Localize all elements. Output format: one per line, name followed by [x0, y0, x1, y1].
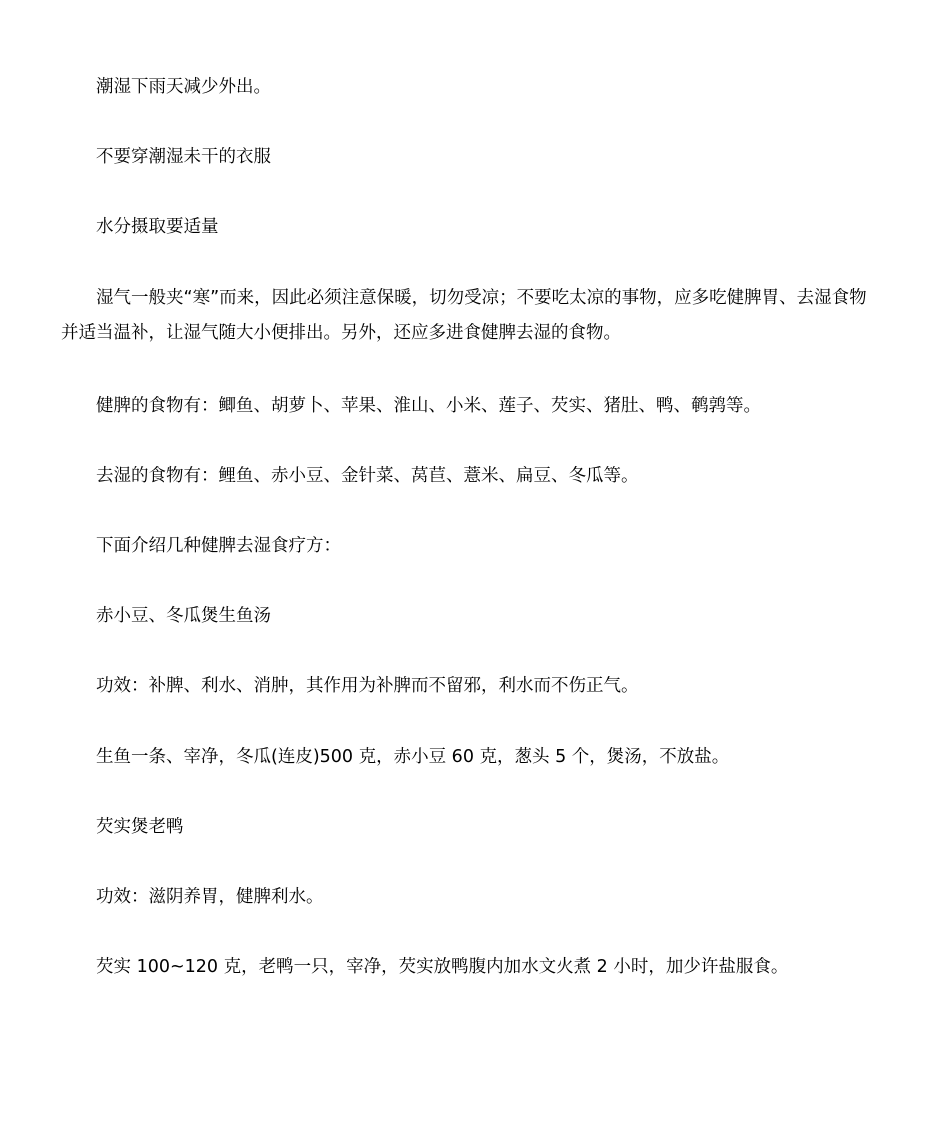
recipe-title-duck: 芡实煲老鸭 — [96, 817, 184, 837]
recipe-effect-fish-soup: 功效：补脾、利水、消肿，其作用为补脾而不留邪，利水而不伤正气。 — [96, 676, 639, 696]
paragraph-water-intake: 水分摄取要适量 — [96, 217, 219, 237]
paragraph-reduce-outings: 潮湿下雨天减少外出。 — [96, 77, 271, 97]
recipe-method-fish-soup: 生鱼一条、宰净，冬瓜(连皮)500 克，赤小豆 60 克，葱头 5 个，煲汤，不放盐。 — [96, 747, 730, 767]
paragraph-keep-warm: 湿气一般夹“寒”而来，因此必须注意保暖，切勿受凉；不要吃太凉的事物，应多吃健脾胃、去湿食物并适当温补，让湿气随大小便排出。另外，还应多进食健脾去湿的食物。 — [61, 288, 867, 343]
paragraph-dampness-foods: 去湿的食物有：鲤鱼、赤小豆、金针菜、莴苣、薏米、扁豆、冬瓜等。 — [96, 466, 639, 486]
recipe-title-fish-soup: 赤小豆、冬瓜煲生鱼汤 — [96, 606, 271, 626]
paragraph-dry-clothes: 不要穿潮湿未干的衣服 — [96, 147, 271, 167]
recipe-effect-duck: 功效：滋阴养胃，健脾利水。 — [96, 887, 324, 907]
paragraph-recipes-intro: 下面介绍几种健脾去湿食疗方： — [96, 536, 341, 556]
recipe-method-duck: 芡实 100~120 克，老鸭一只，宰净，芡实放鸭腹内加水文火煮 2 小时，加少许盐服食。 — [96, 957, 789, 977]
paragraph-spleen-foods: 健脾的食物有：鲫鱼、胡萝卜、苹果、淮山、小米、莲子、芡实、猪肚、鸭、鹌鹑等。 — [96, 396, 761, 416]
